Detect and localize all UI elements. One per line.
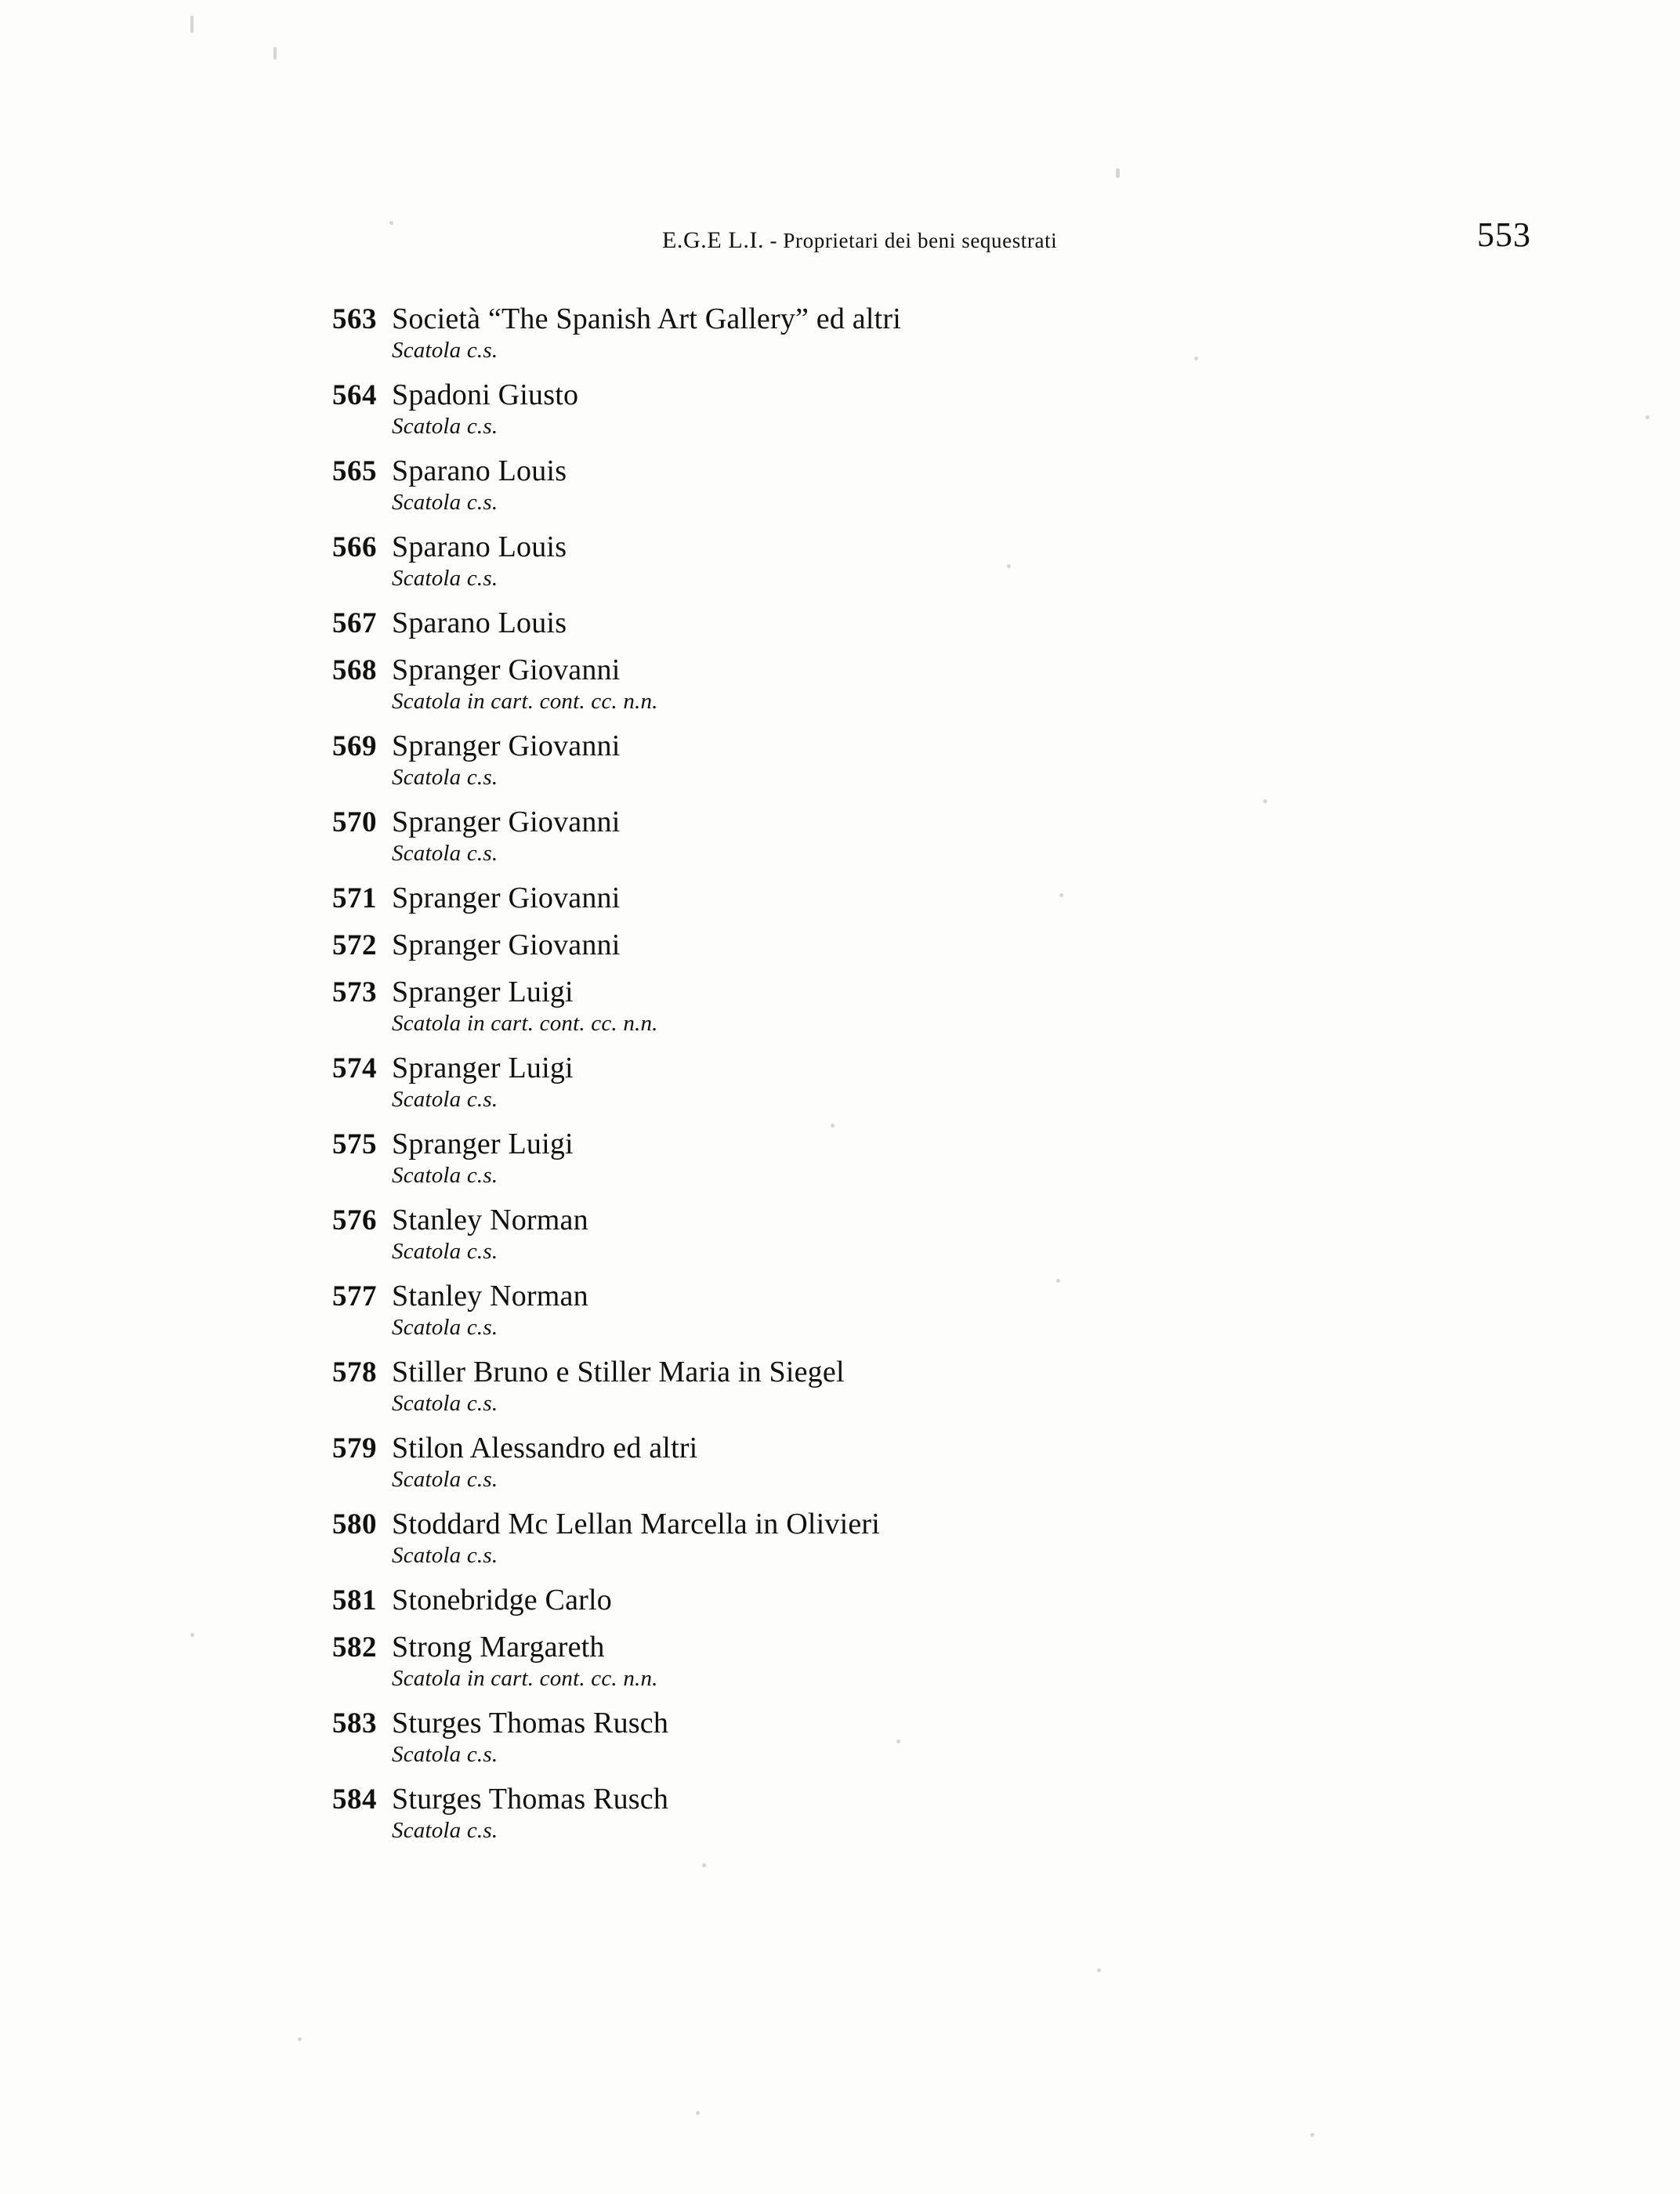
list-item: [310, 1507, 1469, 1569]
entry-note: Scatola c.s.: [392, 765, 498, 790]
entry-number: 576: [332, 1204, 377, 1236]
entry-note: Scatola c.s.: [392, 566, 498, 591]
entry-note: Scatola c.s.: [392, 1543, 498, 1568]
entry-name: Sparano Louis: [392, 530, 567, 563]
list-item: [310, 805, 1469, 867]
list-item: [310, 1127, 1469, 1189]
entry-heading: [310, 1127, 1469, 1161]
entry-note: Scatola c.s.: [392, 1315, 498, 1340]
entry-name: Spranger Giovanni: [392, 929, 621, 961]
entry-number: 580: [332, 1508, 377, 1541]
scan-speckle: [696, 2111, 700, 2115]
entry-heading: [310, 1507, 1469, 1541]
entry-number: 568: [332, 654, 377, 686]
list-item: [310, 530, 1469, 592]
entry-heading: [310, 1583, 1469, 1617]
entry-heading: [310, 1630, 1469, 1664]
entry-heading: [310, 881, 1469, 915]
list-item: [310, 1355, 1469, 1417]
entry-name: Spranger Giovanni: [392, 806, 621, 838]
entry-name: Spranger Giovanni: [392, 653, 621, 686]
list-item: [310, 1630, 1469, 1692]
entry-name: Sturges Thomas Rusch: [392, 1707, 669, 1740]
entry-note: Scatola c.s.: [392, 1818, 498, 1843]
entry-number: 564: [332, 379, 377, 411]
entry-number: 571: [332, 882, 377, 914]
entry-note: Scatola c.s.: [392, 1391, 498, 1416]
entry-heading: [310, 653, 1469, 687]
list-item: [310, 729, 1469, 791]
entry-heading: [310, 606, 1469, 640]
list-item: [310, 1583, 1469, 1617]
entry-name: Spranger Luigi: [392, 1052, 574, 1084]
entry-list: [310, 302, 1469, 1858]
entry-number: 573: [332, 976, 377, 1008]
entry-number: 574: [332, 1052, 377, 1084]
entry-number: 575: [332, 1128, 377, 1160]
entry-heading: [310, 805, 1469, 839]
scan-speckle: [190, 16, 194, 33]
entry-heading: [310, 729, 1469, 763]
entry-name: Stanley Norman: [392, 1280, 588, 1312]
running-title-subject: - Proprietari dei beni sequestrati: [764, 229, 1058, 252]
entry-number: 582: [332, 1631, 377, 1664]
entry-name: Società “The Spanish Art Gallery” ed altri: [392, 302, 901, 335]
entry-note: Scatola c.s.: [392, 1467, 498, 1492]
entry-name: Sturges Thomas Rusch: [392, 1783, 669, 1816]
entry-name: Stoddard Mc Lellan Marcella in Olivieri: [392, 1508, 880, 1541]
list-item: [310, 881, 1469, 915]
entry-heading: [310, 530, 1469, 564]
entry-note: Scatola in cart. cont. cc. n.n.: [392, 1011, 658, 1036]
scan-speckle: [702, 1863, 706, 1867]
scan-speckle: [273, 47, 277, 60]
list-item: [310, 1051, 1469, 1113]
entry-name: Spadoni Giusto: [392, 378, 579, 411]
running-title-series: E.G.E L.I.: [662, 227, 765, 253]
entry-name: Strong Margareth: [392, 1631, 605, 1664]
list-item: [310, 1706, 1469, 1768]
entry-note: Scatola in cart. cont. cc. n.n.: [392, 1666, 658, 1691]
entry-heading: [310, 1051, 1469, 1085]
entry-name: Spranger Luigi: [392, 976, 574, 1008]
entry-heading: [310, 928, 1469, 962]
entry-number: 583: [332, 1707, 377, 1740]
entry-number: 584: [332, 1783, 377, 1816]
scan-speckle: [1097, 1968, 1101, 1972]
entry-name: Spranger Luigi: [392, 1128, 574, 1160]
entry-number: 572: [332, 929, 377, 961]
entry-number: 579: [332, 1432, 377, 1464]
entry-number: 567: [332, 607, 377, 639]
entry-name: Stiller Bruno e Stiller Maria in Siegel: [392, 1356, 845, 1388]
entry-name: Sparano Louis: [392, 606, 567, 639]
scan-speckle: [1646, 415, 1649, 419]
entry-heading: [310, 975, 1469, 1009]
entry-note: Scatola c.s.: [392, 1163, 498, 1188]
list-item: [310, 1431, 1469, 1493]
entry-note: Scatola c.s.: [392, 1742, 498, 1767]
entry-heading: [310, 302, 1469, 336]
entry-number: 563: [332, 303, 377, 335]
scan-speckle: [1116, 168, 1120, 178]
entry-note: Scatola in cart. cont. cc. n.n.: [392, 689, 658, 714]
entry-heading: [310, 1203, 1469, 1237]
entry-number: 569: [332, 730, 377, 762]
entry-heading: [310, 1279, 1469, 1313]
page-number: 553: [1477, 215, 1531, 254]
entry-heading: [310, 1431, 1469, 1465]
list-item: [310, 378, 1469, 440]
entry-number: 578: [332, 1356, 377, 1388]
entry-heading: [310, 1355, 1469, 1389]
scan-speckle: [298, 2037, 302, 2041]
list-item: [310, 1782, 1469, 1844]
entry-number: 565: [332, 455, 377, 487]
entry-number: 566: [332, 531, 377, 563]
scan-speckle: [190, 1633, 194, 1637]
scan-speckle: [1310, 2133, 1314, 2137]
entry-note: Scatola c.s.: [392, 338, 498, 363]
entry-heading: [310, 1706, 1469, 1740]
entry-number: 577: [332, 1280, 377, 1312]
list-item: [310, 1203, 1469, 1265]
entry-note: Scatola c.s.: [392, 1239, 498, 1264]
entry-heading: [310, 378, 1469, 412]
list-item: [310, 1279, 1469, 1341]
list-item: [310, 454, 1469, 516]
entry-number: 581: [332, 1584, 377, 1617]
scan-speckle: [389, 221, 393, 225]
entry-note: Scatola c.s.: [392, 1087, 498, 1112]
running-title: [662, 227, 1057, 254]
list-item: [310, 928, 1469, 962]
entry-name: Spranger Giovanni: [392, 882, 621, 914]
entry-name: Stilon Alessandro ed altri: [392, 1432, 698, 1464]
entry-note: Scatola c.s.: [392, 414, 498, 439]
entry-name: Stonebridge Carlo: [392, 1584, 612, 1617]
list-item: [310, 606, 1469, 640]
list-item: [310, 975, 1469, 1037]
entry-heading: [310, 1782, 1469, 1816]
entry-note: Scatola c.s.: [392, 841, 498, 866]
entry-name: Spranger Giovanni: [392, 730, 621, 762]
list-item: [310, 653, 1469, 715]
entry-number: 570: [332, 806, 377, 838]
entry-name: Sparano Louis: [392, 454, 567, 487]
entry-name: Stanley Norman: [392, 1204, 588, 1236]
entry-note: Scatola c.s.: [392, 490, 498, 515]
entry-heading: [310, 454, 1469, 488]
list-item: [310, 302, 1469, 364]
